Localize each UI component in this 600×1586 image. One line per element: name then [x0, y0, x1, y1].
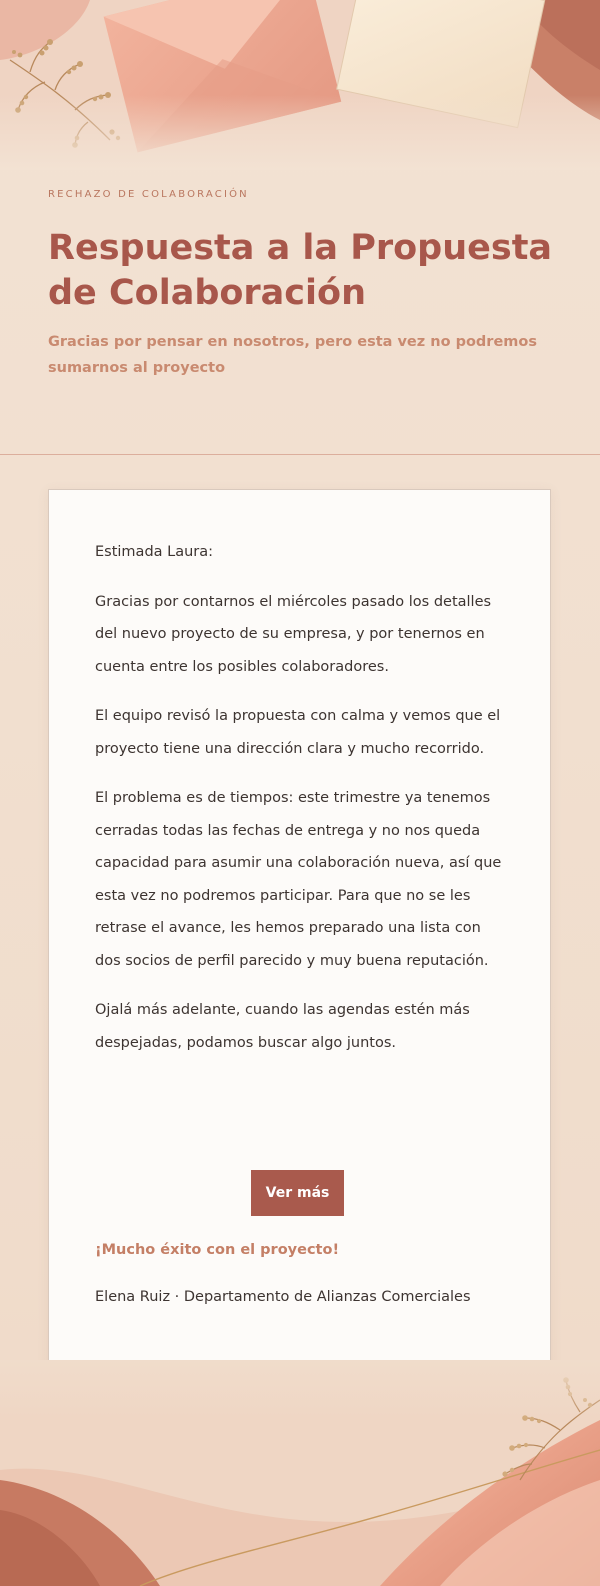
signature: Elena Ruiz · Departamento de Alianzas Comerciales	[95, 1289, 471, 1305]
letter-body	[95, 536, 505, 1076]
letter-paragraph: Ojalá más adelante, cuando las agendas estén más despejadas, podamos buscar algo juntos.	[95, 1002, 470, 1051]
silk-fabric-illustration	[0, 1360, 600, 1586]
footer-decoration	[0, 1360, 600, 1586]
envelope-illustration	[0, 0, 600, 170]
page-title: Respuesta a la Propuesta de Colaboración	[48, 228, 553, 313]
letter-paragraph: El equipo revisó la propuesta con calma y vemos que el proyecto tiene una dirección clara y mucho recorrido.	[95, 708, 501, 757]
letter-card	[48, 489, 551, 1375]
header-divider	[0, 454, 600, 455]
page-subtitle: Gracias por pensar en nosotros, pero esta vez no podremos sumarnos al proyecto	[48, 334, 537, 376]
letter-greeting: Estimada Laura:	[95, 544, 214, 560]
closing-line: ¡Mucho éxito con el proyecto!	[95, 1242, 340, 1258]
header-decoration	[0, 0, 600, 170]
letter-paragraph: El problema es de tiempos: este trimestre ya tenemos cerradas todas las fechas de entrega y no nos queda capacidad para asumir una colaboración nueva, así que esta vez no podremos participar. Para que no se les retrase el avance, les hemos preparado una lista con dos socios de perfil parecido y muy buena reputación.	[95, 790, 502, 969]
eyebrow-label: RECHAZO DE COLABORACIÓN	[48, 189, 249, 200]
see-more-button[interactable]: Ver más	[251, 1170, 344, 1216]
letter-paragraph: Gracias por contarnos el miércoles pasado los detalles del nuevo proyecto de su empresa, y por tenernos en cuenta entre los posibles colaboradores.	[95, 593, 492, 675]
